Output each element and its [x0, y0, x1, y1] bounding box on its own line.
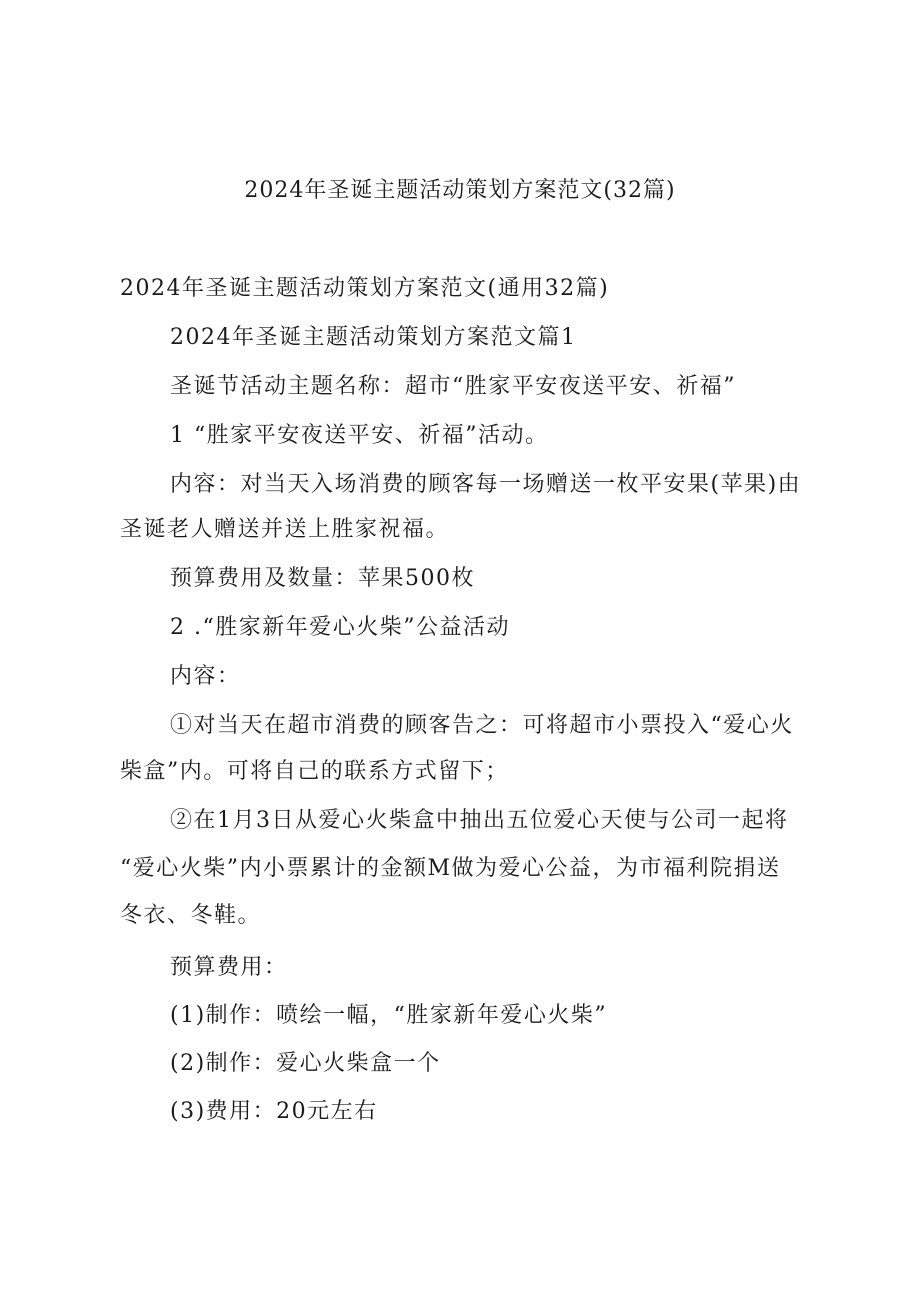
paragraph-line: 圣诞老人赠送并送上胜家祝福。 [120, 517, 450, 542]
paragraph-line: (1)制作：喷绘一幅，“胜家新年爱心火柴” [170, 1003, 608, 1028]
paragraph-line: (3)费用：20元左右 [170, 1099, 378, 1124]
paragraph-line: (2)制作：爱心火柴盒一个 [170, 1051, 441, 1076]
paragraph-line: 预算费用及数量：苹果500枚 [170, 566, 475, 591]
paragraph-line: 1 “胜家平安夜送平安、祈福”活动。 [170, 423, 549, 448]
paragraph-line: ②在1月3日从爱心火柴盒中抽出五位爱心天使与公司一起将 [170, 808, 789, 833]
document-subtitle: 2024年圣诞主题活动策划方案范文(通用32篇) [120, 276, 610, 301]
paragraph-line: 2 .“胜家新年爱心火柴”公益活动 [170, 615, 510, 640]
paragraph-line: 内容： [170, 664, 241, 689]
paragraph-line: 冬衣、冬鞋。 [120, 903, 262, 928]
document-title: 2024年圣诞主题活动策划方案范文(32篇) [244, 178, 676, 203]
paragraph-line: 内容：对当天入场消费的顾客每一场赠送一枚平安果(苹果)由 [170, 472, 802, 497]
paragraph-line: ①对当天在超市消费的顾客告之：可将超市小票投入“爱心火 [170, 713, 794, 738]
paragraph-line: 圣诞节活动主题名称：超市“胜家平安夜送平安、祈福” [170, 374, 736, 399]
paragraph-line: “爱心火柴”内小票累计的金额M做为爱心公益，为市福利院捐送 [120, 856, 781, 881]
section-heading: 2024年圣诞主题活动策划方案范文篇1 [170, 325, 577, 350]
paragraph-line: 预算费用： [170, 955, 288, 980]
paragraph-line: 柴盒”内。可将自己的联系方式留下； [120, 759, 509, 784]
